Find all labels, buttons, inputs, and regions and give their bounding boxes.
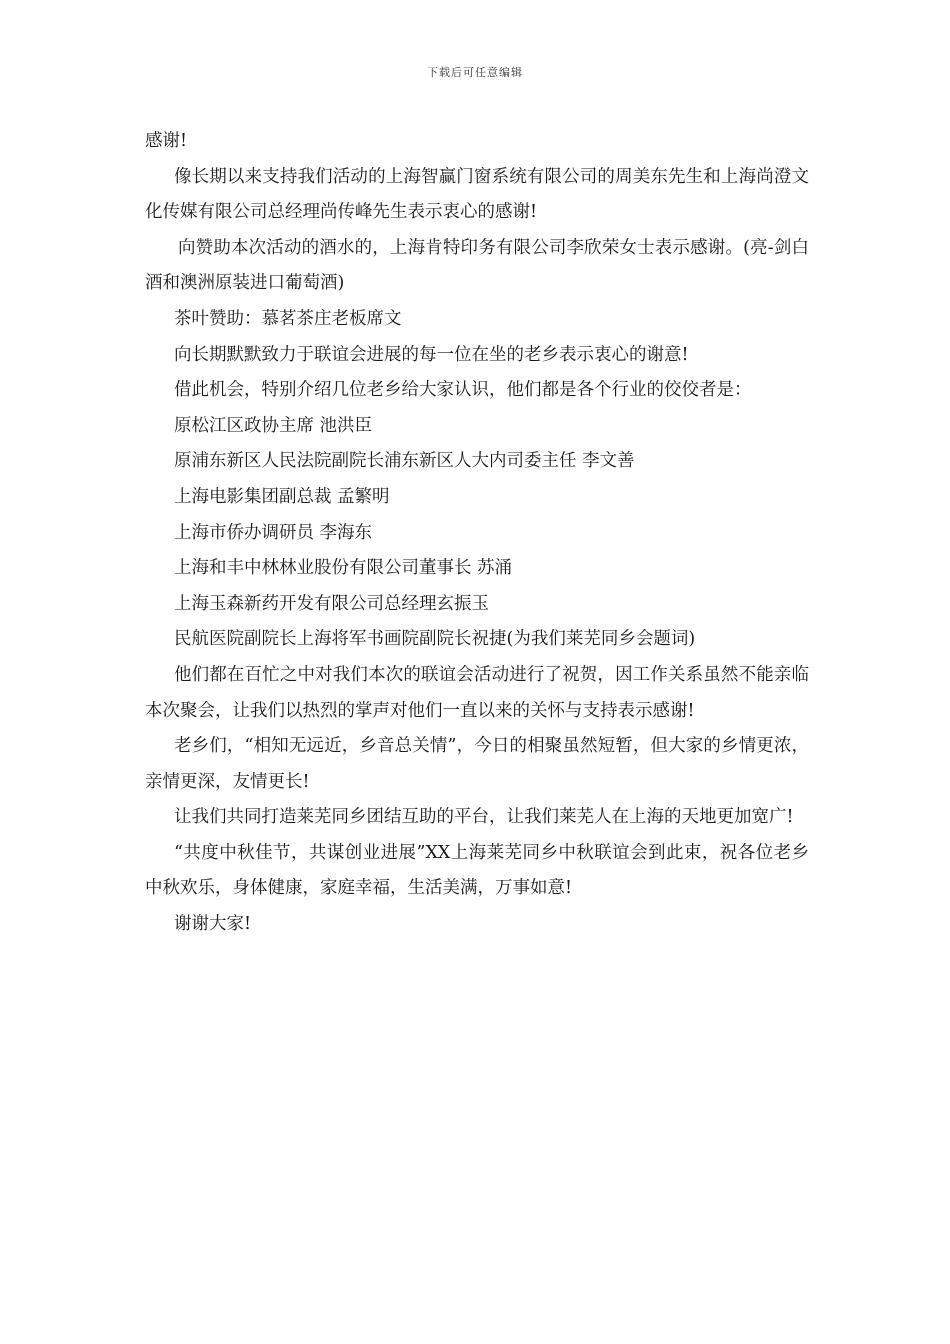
document-body [145,124,809,943]
paragraph: 民航医院副院长上海将军书画院副院长祝捷(为我们莱芜同乡会题词) [174,629,696,650]
paragraph: 上海电影集团副总裁 孟繁明 [174,486,390,507]
paragraph: 原浦东新区人民法院副院长浦东新区人大内司委主任 李文善 [174,451,635,472]
paragraph: 上海和丰中林林业股份有限公司董事长 苏涌 [174,558,513,579]
page-header: 下载后可任意编辑 [427,66,523,79]
paragraph: 老乡们，“相知无远近，乡音总关情”，今日的相聚虽然短暂，但大家的乡情更浓，亲情更深，友情更长! [145,736,809,792]
paragraph: 向赞助本次活动的酒水的，上海肯特印务有限公司李欣荣女士表示感谢。(亮-剑白酒和澳洲原装进口葡萄酒) [145,237,809,294]
paragraph: 谢谢大家! [174,914,252,935]
paragraph: 像长期以来支持我们活动的上海智赢门窗系统有限公司的周美东先生和上海尚澄文化传媒有限公司总经理尚传峰先生表示衷心的感谢! [145,166,809,223]
paragraph: 感谢! [145,131,188,151]
paragraph: 他们都在百忙之中对我们本次的联谊会活动进行了祝贺，因工作关系虽然不能亲临本次聚会，让我们以热烈的掌声对他们一直以来的关怀与支持表示感谢! [145,664,809,721]
paragraph: 上海玉森新药开发有限公司总经理玄振玉 [174,593,489,614]
paragraph: 茶叶赞助：慕茗茶庄老板席文 [174,308,402,329]
paragraph: 原松江区政协主席 池洪臣 [174,415,373,436]
paragraph: “共度中秋佳节，共谋创业进展”XX上海莱芜同乡中秋联谊会到此束，祝各位老乡中秋欢乐，身体健康，家庭幸福，生活美满，万事如意! [145,842,809,899]
paragraph: 向长期默默致力于联谊会进展的每一位在坐的老乡表示衷心的谢意! [174,344,689,365]
paragraph: 让我们共同打造莱芜同乡团结互助的平台，让我们莱芜人在上海的天地更加宽广! [174,807,794,828]
paragraph: 借此机会，特别介绍几位老乡给大家认识，他们都是各个行业的佼佼者是： [174,380,752,401]
paragraph: 上海市侨办调研员 李海东 [174,522,373,543]
